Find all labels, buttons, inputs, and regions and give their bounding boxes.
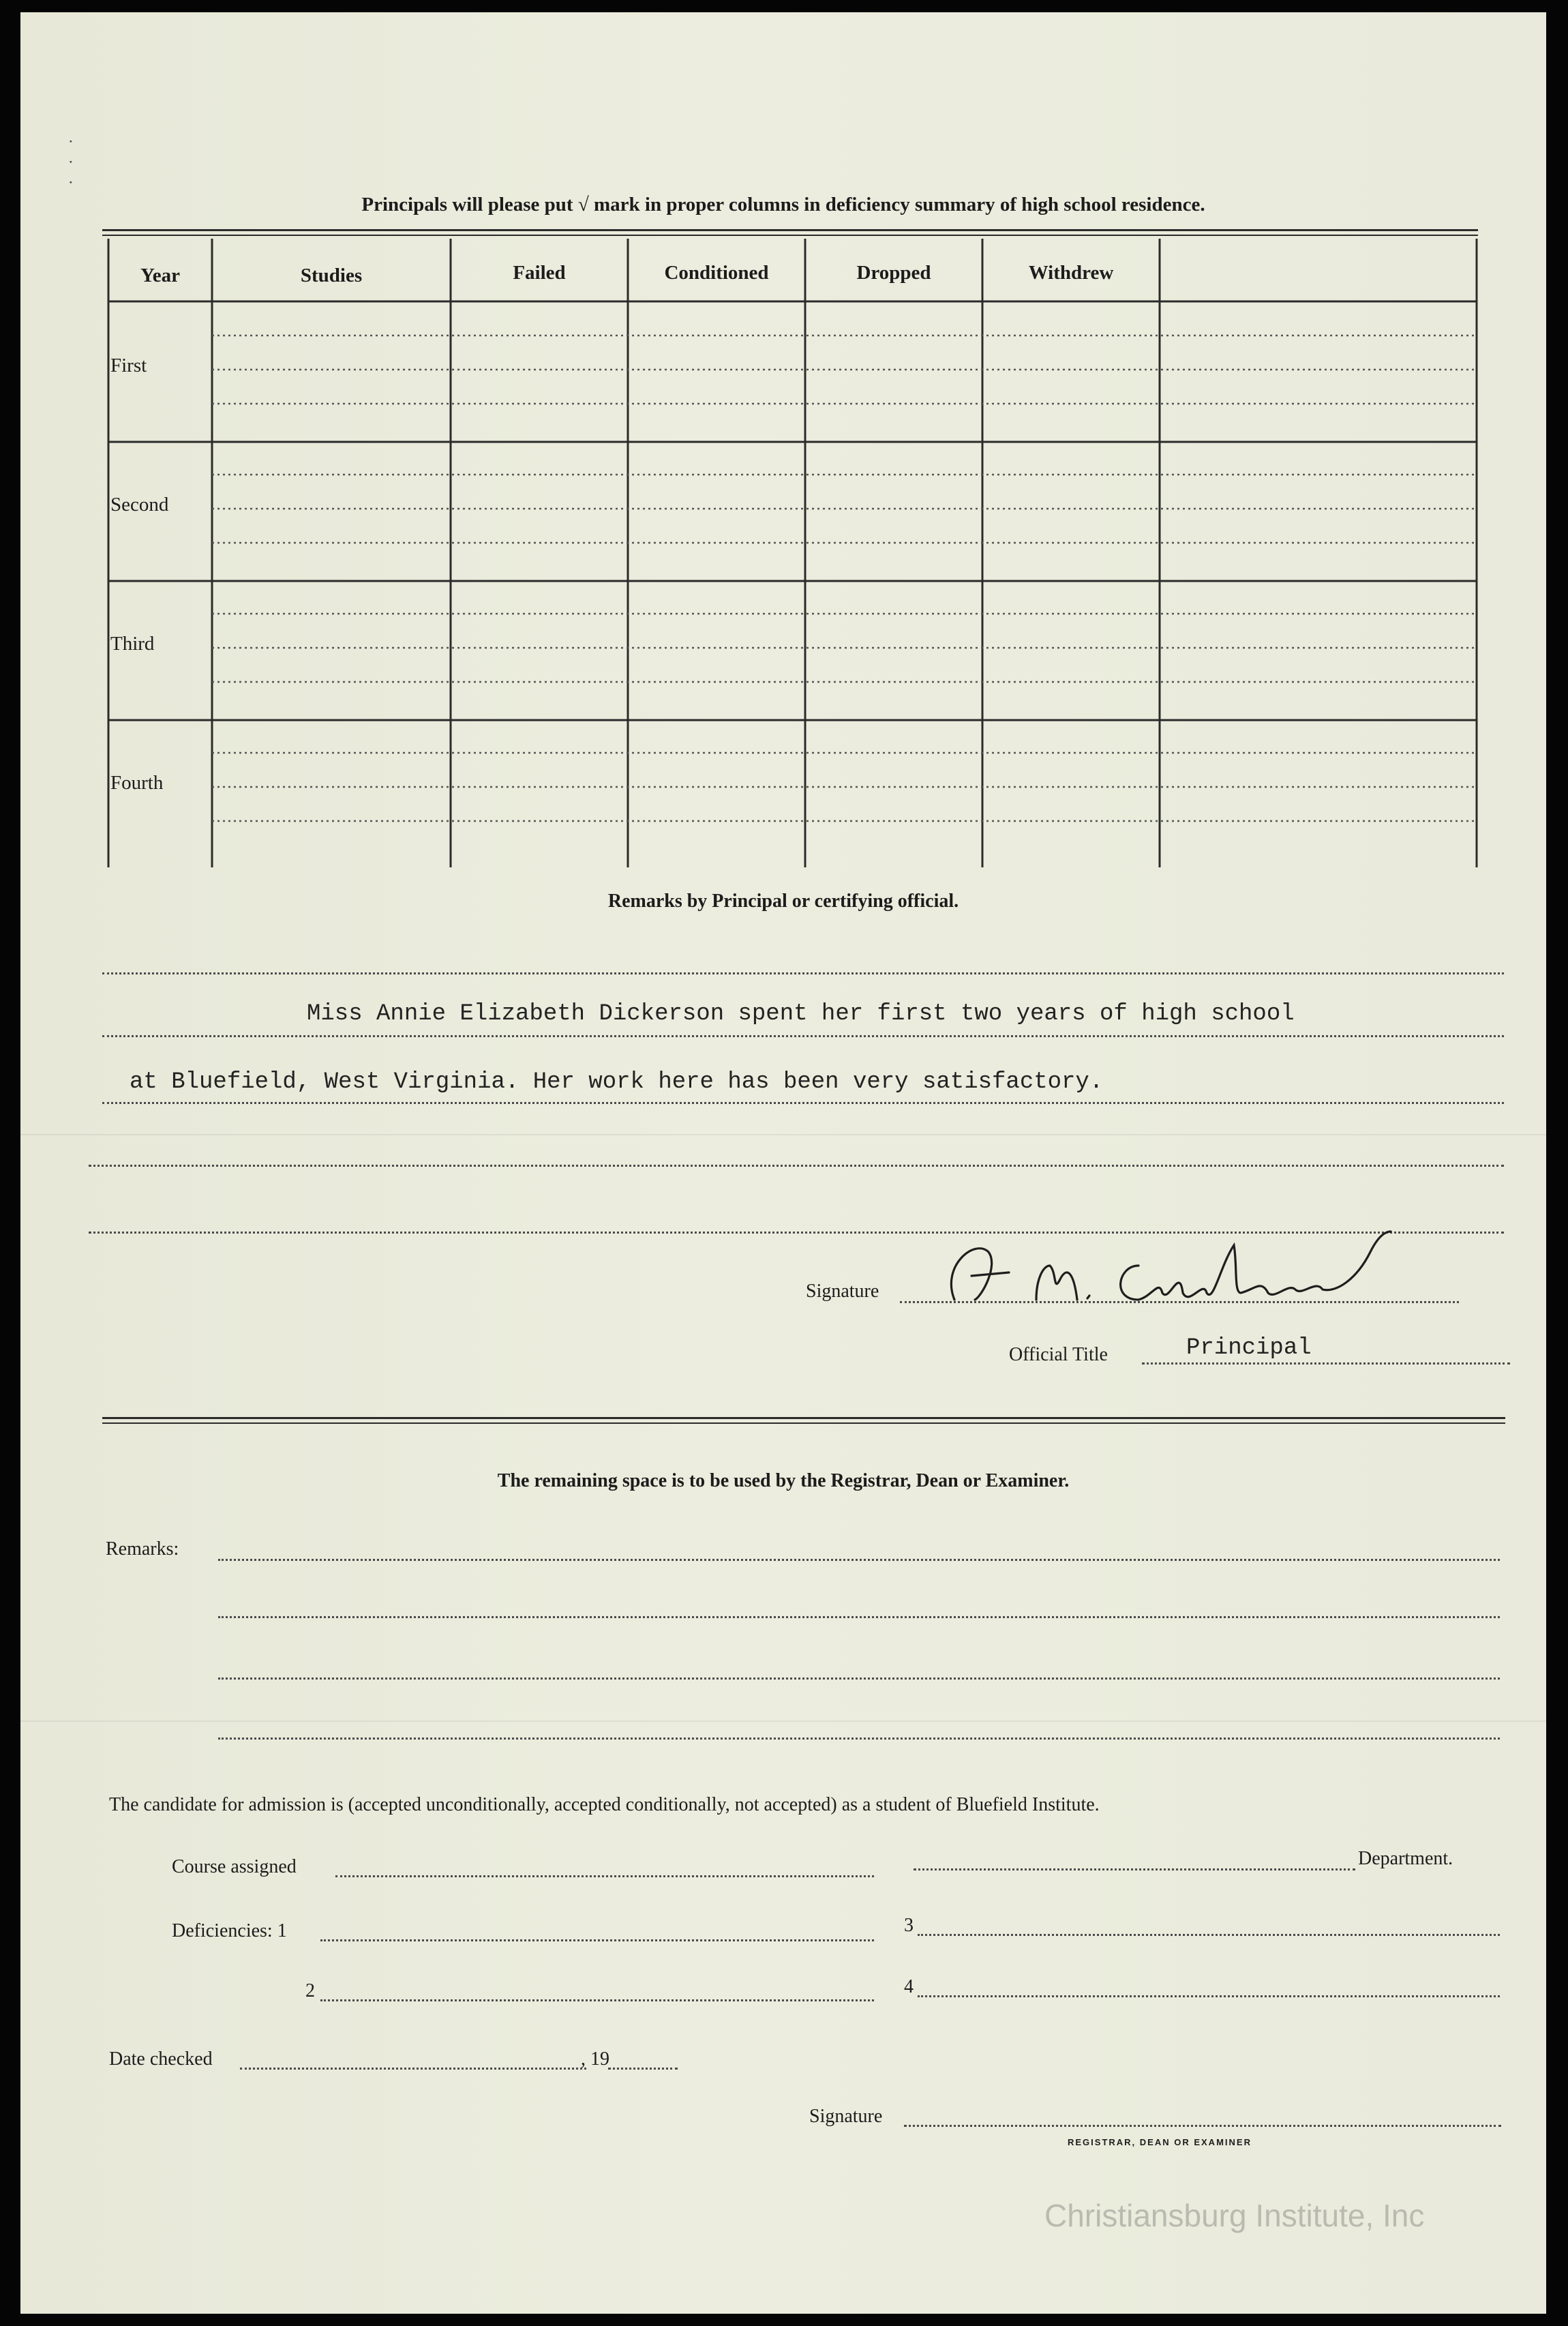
header-dropped: Dropped bbox=[856, 262, 931, 284]
remarks-line bbox=[102, 1035, 1504, 1037]
year-line bbox=[608, 2068, 678, 2070]
registrar-remarks-line bbox=[218, 1616, 1500, 1618]
header-failed: Failed bbox=[513, 262, 566, 284]
date-checked-label: Date checked bbox=[109, 2048, 213, 2070]
instructions-text: Principals will please put √ mark in proper columns in deficiency summary of high school residence. bbox=[361, 194, 1205, 215]
form-page bbox=[20, 12, 1546, 2314]
remarks-line bbox=[89, 1165, 1504, 1167]
remarks-heading: Remarks by Principal or certifying official. bbox=[607, 891, 959, 912]
section-divider bbox=[102, 1417, 1505, 1419]
watermark: Christiansburg Institute, Inc bbox=[1044, 2198, 1425, 2233]
table-top-rule bbox=[102, 229, 1478, 231]
signature-label: Signature bbox=[806, 1281, 879, 1302]
signature-scrawl bbox=[934, 1225, 1438, 1313]
deficiency-4-label: 4 bbox=[904, 1976, 914, 1997]
year-third: Third bbox=[110, 633, 155, 655]
registrar-remarks-line bbox=[218, 1559, 1500, 1561]
deficiency-4-line bbox=[918, 1995, 1500, 1997]
fold-crease bbox=[20, 1720, 1546, 1722]
deficiencies-label: Deficiencies: 1 bbox=[172, 1920, 287, 1941]
remarks-text-line1: Miss Annie Elizabeth Dickerson spent her first two years of high school bbox=[307, 1001, 1295, 1027]
remarks-text-line2: at Bluefield, West Virginia. Her work here has been very satisfactory. bbox=[130, 1069, 1104, 1095]
course-assigned-line bbox=[335, 1875, 874, 1877]
header-withdrew: Withdrew bbox=[1028, 262, 1114, 284]
year-first: First bbox=[110, 355, 147, 376]
registrar-signature-label: Signature bbox=[809, 2106, 883, 2127]
header-year: Year bbox=[140, 265, 180, 286]
year-prefix: , 19 bbox=[581, 2048, 609, 2070]
department-line bbox=[914, 1868, 1355, 1870]
registrar-signature-line bbox=[904, 2125, 1501, 2127]
deficiency-2-line bbox=[320, 1999, 874, 2001]
remarks-line bbox=[102, 972, 1504, 974]
table-top-rule bbox=[102, 235, 1478, 236]
fold-crease bbox=[20, 1134, 1546, 1135]
deficiency-2-label: 2 bbox=[305, 1980, 315, 2001]
date-checked-line bbox=[240, 2068, 586, 2070]
registrar-remarks-line bbox=[218, 1678, 1500, 1680]
official-title-label: Official Title bbox=[1009, 1344, 1108, 1365]
deficiency-table bbox=[106, 239, 1478, 867]
section-divider bbox=[102, 1422, 1505, 1424]
official-title-value: Principal bbox=[1186, 1335, 1312, 1361]
principal-signature bbox=[934, 1225, 1438, 1313]
year-second: Second bbox=[110, 494, 169, 516]
year-fourth: Fourth bbox=[110, 772, 164, 794]
course-assigned-label: Course assigned bbox=[172, 1856, 297, 1877]
deficiency-1-line bbox=[320, 1939, 874, 1941]
margin-marks: ⋅ ⋅ ⋅ bbox=[68, 133, 74, 191]
header-studies: Studies bbox=[300, 265, 363, 286]
registrar-remarks-line bbox=[218, 1738, 1500, 1740]
candidate-statement: The candidate for admission is (accepted unconditionally, accepted conditionally, not accepted) as a student of Bluefield Institute. bbox=[109, 1794, 1100, 1815]
official-title-line bbox=[1142, 1362, 1510, 1365]
deficiency-3-label: 3 bbox=[904, 1915, 914, 1936]
header-conditioned: Conditioned bbox=[664, 262, 769, 284]
department-label: Department. bbox=[1358, 1848, 1453, 1869]
registrar-remarks-label: Remarks: bbox=[106, 1538, 179, 1560]
remarks-line bbox=[102, 1102, 1504, 1104]
deficiency-3-line bbox=[918, 1934, 1500, 1936]
table-grid bbox=[106, 239, 1478, 867]
registrar-heading: The remaining space is to be used by the Registrar, Dean or Examiner. bbox=[497, 1470, 1070, 1491]
registrar-sub-label: REGISTRAR, DEAN OR EXAMINER bbox=[1068, 2137, 1252, 2147]
